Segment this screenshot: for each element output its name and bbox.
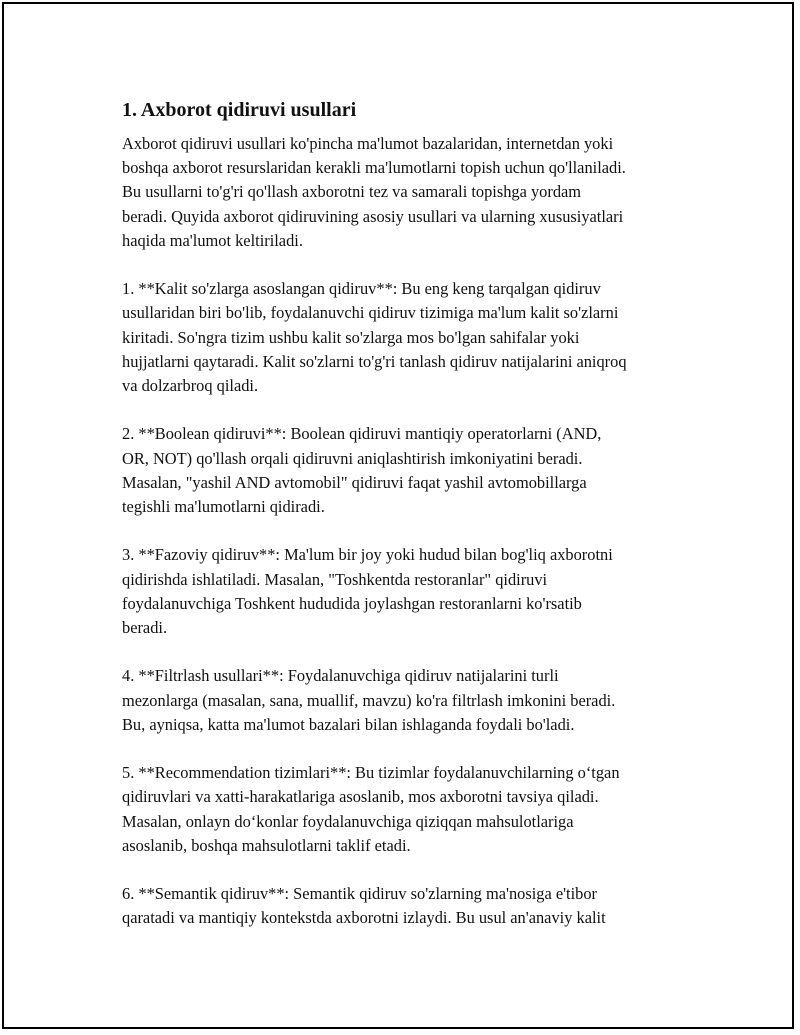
text-line: 6. **Semantik qidiruv**: Semantik qidiruv so'zlarning ma'nosiga e'tibor [122,884,598,904]
text-line: va dolzarbroq qiladi. [122,376,259,396]
text-line: 5. **Recommendation tizimlari**: Bu tizimlar foydalanuvchilarning oʻtgan [122,763,620,783]
document-page [2,2,794,1029]
text-line: qidirishda ishlatiladi. Masalan, "Toshkentda restoranlar" qidiruvi [122,569,548,589]
text-line: usullaridan biri bo'lib, foydalanuvchi qidiruv tizimiga ma'lum kalit so'zlarni [122,303,619,323]
text-line: Bu, ayniqsa, katta ma'lumot bazalari bilan ishlaganda foydali bo'ladi. [122,714,575,734]
text-line: Bu usullarni to'g'ri qo'llash axborotni tez va samarali topishga yordam [122,182,582,202]
text-line: beradi. [122,618,168,638]
text-line: qaratadi va mantiqiy kontekstda axborotni izlaydi. Bu usul an'anaviy kalit [122,908,606,928]
text-line: asoslanib, boshqa mahsulotlarni taklif etadi. [122,835,411,855]
text-line: Axborot qidiruvi usullari ko'pincha ma'lumot bazalaridan, internetdan yoki [122,134,614,153]
text-line: mezonlarga (masalan, sana, muallif, mavzu) ko'ra filtrlash imkonini beradi. [122,690,616,710]
spatial-search-paragraph [122,543,702,640]
text-line: haqida ma'lumot keltiriladi. [122,230,303,250]
text-line: OR, NOT) qo'llash orqali qidiruvni aniqlashtirish imkoniyatini beradi. [122,448,583,468]
text-line: tegishli ma'lumotlarni qidiradi. [122,497,325,517]
keyword-search-paragraph [122,277,702,398]
text-line: 1. **Kalit so'zlarga asoslangan qidiruv**: Bu eng keng tarqalgan qidiruv [122,279,601,299]
recommendation-paragraph [122,761,702,858]
document-body [122,96,702,955]
text-line: qidiruvlari va xatti-harakatlariga asoslanib, mos axborotni tavsiya qiladi. [122,787,599,807]
semantic-search-paragraph [122,882,702,930]
text-line: kiritadi. So'ngra tizim ushbu kalit so'zlarga mos bo'lgan sahifalar yoki [122,327,580,347]
text-line: Masalan, onlayn doʻkonlar foydalanuvchiga qiziqqan mahsulotlariga [122,811,574,831]
intro-paragraph [122,132,702,253]
boolean-search-paragraph [122,422,702,519]
text-line: Masalan, "yashil AND avtomobil" qidiruvi faqat yashil avtomobillarga [122,472,587,492]
text-line: 4. **Filtrlash usullari**: Foydalanuvchiga qidiruv natijalarini turli [122,666,559,686]
text-line: boshqa axborot resurslaridan kerakli ma'lumotlarni topish uchun qo'llaniladi. [122,158,626,178]
text-line: beradi. Quyida axborot qidiruvining asosiy usullari va ularning xususiyatlari [122,206,624,226]
text-line: hujjatlarni qaytaradi. Kalit so'zlarni to'g'ri tanlash qidiruv natijalarini aniqroq [122,351,627,371]
document-title: 1. Axborot qidiruvi usullari [122,99,357,121]
text-line: foydalanuvchiga Toshkent hududida joylashgan restoranlarni ko'rsatib [122,593,582,613]
text-line: 3. **Fazoviy qidiruv**: Ma'lum bir joy yoki hudud bilan bog'liq axborotni [122,545,613,565]
text-line: 2. **Boolean qidiruvi**: Boolean qidiruvi mantiqiy operatorlarni (AND, [122,424,602,444]
filtering-paragraph [122,664,702,737]
